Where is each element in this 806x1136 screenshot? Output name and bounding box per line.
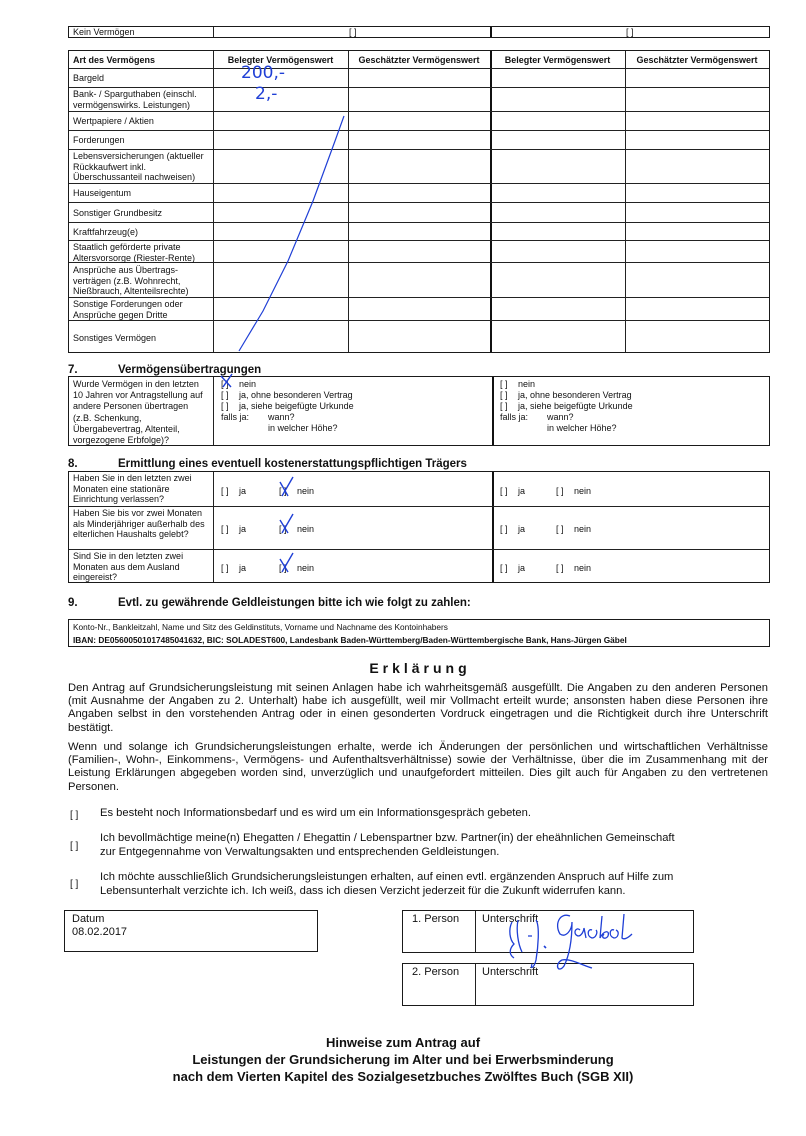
s8-q3-p1-cb-ja[interactable]: [ ] (221, 563, 229, 573)
s8-question-1: Haben Sie in den letzten zwei Monaten eine stationäre Einrichtung verlassen? (73, 473, 192, 504)
s7-p2-label-nein: nein (518, 379, 536, 389)
s8-q1-p2-cb-ja[interactable]: [ ] (500, 486, 508, 496)
erklaerung-title: Erklärung (369, 660, 471, 676)
s8-q3-p2-ja: ja (518, 563, 526, 573)
strike-through-line (213, 111, 353, 356)
erklaerung-paragraph-2: Wenn und solange ich Grundsicherungsleistungen erhalte, werde ich Änderungen der persönlichen und wirtschaftlichen Verhältnisse (Familien-, Wohn-, Einkommens-, Vermögens- und Aufenthaltsverhältnisse) sowie der Verhältnisse, über die im Zusammenhang mit der Leistung Erklärungen abgegeben worden sind, unverzüglich und unaufgefordert mitteilen. Dies gilt auch für Angaben zu den vertretenen Personen. (68, 741, 768, 793)
option1-checkbox[interactable]: [ ] (70, 810, 79, 821)
datum-label: Datum (72, 913, 105, 925)
bank-field-label: Konto-Nr., Bankleitzahl, Name und Sitz des Geldinstituts, Vorname und Nachname des Kontoinhabers (73, 622, 448, 632)
section8-table (68, 471, 770, 583)
row-label-uebertragsvertraege: Ansprüche aus Übertrags-verträgen (z.B. Wohnrecht, Nießbrauch, Altenteilsrechte) (73, 265, 189, 296)
row-label-kraftfahrzeug: Kraftfahrzeug(e) (73, 227, 139, 237)
section7-title: Vermögensübertragungen (118, 364, 262, 376)
section7-number: 7. (68, 364, 78, 376)
s7-p1-falls-ja: falls ja: (221, 412, 250, 422)
s8-q1-p1-cb-ja[interactable]: [ ] (221, 486, 229, 496)
s8-question-2: Haben Sie bis vor zwei Monaten als Minderjähriger außerhalb des elterlichen Haushalts gelebt? (73, 508, 205, 539)
section9-title: Evtl. zu gewährende Geldleistungen bitte ich wie folgt zu zahlen: (118, 597, 471, 609)
s8-q2-check-mark (276, 513, 296, 535)
footer-line-2: Leistungen der Grundsicherung im Alter und bei Erwerbsminderung (192, 1052, 614, 1067)
s8-q1-p2-ja: ja (518, 486, 526, 496)
s7-p1-wann: wann? (268, 412, 295, 422)
handwritten-signature (500, 908, 650, 978)
section7-question: Wurde Vermögen in den letzten 10 Jahren vor Antragstellung auf andere Personen übertragen (z.B. Schenkung, Übergabevertrag, Altenteil, vorgezogene Erbfolge)? (73, 379, 203, 446)
row-label-sonstiges-vermoegen: Sonstiges Vermögen (73, 333, 157, 343)
row-label-sonstige-forderungen: Sonstige Forderungen oder Ansprüche gegen Dritte (73, 299, 183, 320)
s7-p2-falls-ja: falls ja: (500, 412, 529, 422)
option3-checkbox[interactable]: [ ] (70, 879, 79, 890)
header-belegt-2: Belegter Vermögenswert (504, 55, 611, 65)
s7-p1-hoehe: in welcher Höhe? (268, 423, 338, 433)
row-label-hauseigentum: Hauseigentum (73, 188, 132, 198)
s7-p2-hoehe: in welcher Höhe? (547, 423, 617, 433)
s7-p2-label-ohne: ja, ohne besonderen Vertrag (518, 390, 632, 400)
s8-q2-p1-cb-nein[interactable]: [ ] (279, 524, 287, 534)
person1-label: 1. Person (412, 913, 460, 925)
header-geschaetzt-2: Geschätzter Vermögenswert (636, 55, 758, 65)
s8-q3-p1-ja: ja (239, 563, 247, 573)
s8-q3-p2-cb-ja[interactable]: [ ] (500, 563, 508, 573)
bank-field-value[interactable]: IBAN: DE05600501017485041632, BIC: SOLADEST600, Landesbank Baden-Württemberg/Baden-Württembergische Bank, Hans-Jürgen Gäbel (73, 635, 627, 645)
kein-vermoegen-checkbox-person2[interactable]: [ ] (626, 27, 634, 37)
s8-q2-p2-cb-nein[interactable]: [ ] (556, 524, 564, 534)
row-label-bank: Bank- / Sparguthaben (einschl. vermögenswirks. Leistungen) (73, 89, 197, 110)
s8-q3-p1-nein: nein (297, 563, 315, 573)
s7-p2-wann: wann? (547, 412, 574, 422)
s7-p1-cb-urkunde[interactable]: [ ] (221, 401, 229, 411)
kein-vermoegen-checkbox-person1[interactable]: [ ] (349, 27, 357, 37)
s7-p1-cb-ohne[interactable]: [ ] (221, 390, 229, 400)
s7-p2-cb-urkunde[interactable]: [ ] (500, 401, 508, 411)
s8-q3-check-mark (276, 552, 296, 574)
s7-p1-label-urkunde: ja, siehe beigefügte Urkunde (239, 401, 354, 411)
s8-q3-p1-cb-nein[interactable]: [ ] (279, 563, 287, 573)
s8-q1-p2-cb-nein[interactable]: [ ] (556, 486, 564, 496)
s8-q2-p1-nein: nein (297, 524, 315, 534)
s8-q1-p1-ja: ja (239, 486, 247, 496)
section7-table (68, 376, 770, 446)
s7-p1-cb-nein[interactable]: [ ] (221, 379, 229, 389)
kein-vermoegen-row (68, 26, 770, 38)
bargeld-belegt-value[interactable]: 200,- (241, 63, 285, 83)
person2-label: 2. Person (412, 966, 460, 978)
row-label-wertpapiere: Wertpapiere / Aktien (73, 116, 154, 126)
row-label-lebensversicherungen: Lebensversicherungen (aktueller Rückkaufwert inkl. Überschussanteil nachweisen) (73, 151, 204, 182)
s7-p1-label-nein: nein (239, 379, 257, 389)
bank-belegt-value[interactable]: 2,- (255, 84, 278, 104)
section8-number: 8. (68, 458, 78, 470)
s8-q2-p2-nein: nein (574, 524, 592, 534)
person2-unterschrift-label: Unterschrift (482, 966, 539, 978)
s7-p2-label-urkunde: ja, siehe beigefügte Urkunde (518, 401, 633, 411)
row-label-riester: Staatlich geförderte private Altersvorsorge (Riester-Rente) (73, 242, 196, 263)
s8-q2-p1-ja: ja (239, 524, 247, 534)
row-label-bargeld: Bargeld (73, 73, 105, 83)
person1-unterschrift-label: Unterschrift (482, 913, 539, 925)
s8-q2-p1-cb-ja[interactable]: [ ] (221, 524, 229, 534)
footer-line-3: nach dem Vierten Kapitel des Sozialgesetzbuches Zwölftes Buch (SGB XII) (172, 1069, 634, 1084)
datum-box (64, 910, 318, 952)
s8-q1-p2-nein: nein (574, 486, 592, 496)
s8-q2-p2-ja: ja (518, 524, 526, 534)
s8-question-3: Sind Sie in den letzten zwei Monaten aus dem Ausland eingereist? (73, 551, 184, 582)
option1-text: Es besteht noch Informationsbedarf und es wird um ein Informationsgespräch gebeten. (100, 807, 531, 819)
section9-number: 9. (68, 597, 78, 609)
s8-q1-p1-cb-nein[interactable]: [ ] (279, 486, 287, 496)
s7-p1-label-ohne: ja, ohne besonderen Vertrag (239, 390, 353, 400)
row-label-forderungen: Forderungen (73, 135, 125, 145)
header-art: Art des Vermögens (73, 55, 156, 65)
s8-q1-p1-nein: nein (297, 486, 315, 496)
s8-q3-p2-nein: nein (574, 563, 592, 573)
option3-text: Ich möchte ausschließlich Grundsicherungsleistungen erhalten, auf einen evtl. ergänzenden Anspruch auf Hilfe zum Lebensunterhalt verzichte ich. Ich weiß, dass ich diesen Verzicht jederzeit für die Zukunft widerrufen kann. (100, 871, 674, 897)
section9-bank-field (68, 619, 770, 647)
footer-line-1: Hinweise zum Antrag auf (325, 1035, 481, 1050)
row-label-grundbesitz: Sonstiger Grundbesitz (73, 208, 163, 218)
s8-q2-p2-cb-ja[interactable]: [ ] (500, 524, 508, 534)
kein-vermoegen-label: Kein Vermögen (73, 27, 135, 37)
section8-title: Ermittlung eines eventuell kostenerstattungspflichtigen Trägers (118, 458, 467, 470)
option2-text: Ich bevollmächtige meine(n) Ehegatten / Ehegattin / Lebenspartner bzw. Partner(in) der eheähnlichen Gemeinschaft zur Entgegennahme von Verwaltungsakten und entsprechenden Geldleistungen. (100, 832, 675, 858)
s8-q1-check-mark (276, 476, 296, 498)
header-belegt-1: Belegter Vermögenswert (227, 55, 334, 65)
s7-p1-check-mark (219, 373, 235, 389)
s7-p2-cb-ohne[interactable]: [ ] (500, 390, 508, 400)
header-geschaetzt-1: Geschätzter Vermögenswert (358, 55, 480, 65)
option2-checkbox[interactable]: [ ] (70, 841, 79, 852)
s7-p2-cb-nein[interactable]: [ ] (500, 379, 508, 389)
s8-q3-p2-cb-nein[interactable]: [ ] (556, 563, 564, 573)
assets-table (68, 50, 770, 353)
erklaerung-paragraph-1: Den Antrag auf Grundsicherungsleistung mit seinen Anlagen habe ich wahrheitsgemäß ausgefüllt. Die Angaben zu den anderen Personen (mit Ausnahme der Angaben zu 2. Unterhalt) habe ich ausgefüllt, weil mir Vollmacht erteilt wurde; ansonsten haben diese Personen ihre Angaben selbst in den vorstehenden Antrag oder in einen gesonderten Vordruck eingetragen und die Richtigkeit durch ihre Unterschrift bestätigt. (68, 682, 768, 734)
datum-value[interactable]: 08.02.2017 (72, 926, 128, 938)
